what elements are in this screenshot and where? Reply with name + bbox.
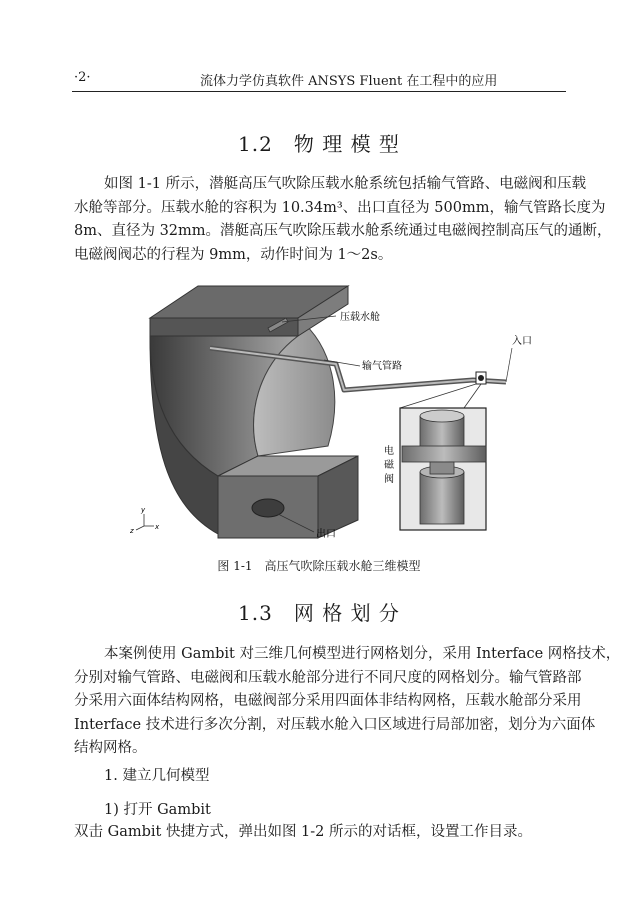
paragraph-line: 分别对输气管路、电磁阀和压载水舱部分进行不同尺度的网格划分。输气管路部 <box>74 669 582 686</box>
valve-upper-cap <box>420 410 464 422</box>
paragraph-line: 本案例使用 Gambit 对三维几何模型进行网格划分，采用 Interface 网格技术， <box>104 646 621 662</box>
leader-inlet <box>506 348 512 382</box>
step-heading: 1. 建立几何模型 <box>104 768 210 784</box>
header-rule <box>72 91 566 92</box>
section-1-3-paragraph <box>74 643 621 761</box>
label-valve-char-3: 阀 <box>384 474 394 485</box>
label-pipeline: 输气管路 <box>362 361 402 372</box>
zoom-line-right <box>464 384 481 408</box>
section-1-2-paragraph <box>74 173 612 267</box>
valve-marker-dot <box>478 375 484 381</box>
axis-z-label: z <box>130 527 134 535</box>
section-heading-1-3: 1.3 网 格 划 分 <box>238 601 400 625</box>
valve-core <box>430 462 454 474</box>
axis-y-label: y <box>141 506 146 514</box>
paragraph-line: Interface 技术进行多次分割，对压载水舱入口区域进行局部加密，划分为六面体 <box>74 716 596 733</box>
label-inlet: 入口 <box>512 336 532 347</box>
valve-lower-cylinder <box>420 472 464 524</box>
page-number: ·2· <box>74 70 91 85</box>
figure-caption: 图 1-1 高压气吹除压载水舱三维模型 <box>217 559 421 573</box>
paragraph-line: 电磁阀阀芯的行程为 9mm，动作时间为 1～2s。 <box>74 246 393 263</box>
substep-heading: 1) 打开 Gambit <box>104 802 211 818</box>
section-heading-1-2: 1.2 物 理 模 型 <box>238 132 400 156</box>
running-header-title: 流体力学仿真软件 ANSYS Fluent 在工程中的应用 <box>200 74 498 89</box>
label-outlet: 出口 <box>316 529 336 540</box>
paragraph-line: 结构网格。 <box>74 740 147 756</box>
axis-x-label: x <box>155 523 160 531</box>
paragraph-line: 分采用六面体结构网格，电磁阀部分采用四面体非结构网格，压载水舱部分采用 <box>74 693 582 709</box>
paragraph-line: 水舱等部分。压载水舱的容积为 10.34m³、出口直径为 500mm，输气管路长度为 <box>74 199 606 216</box>
valve-pipe-through <box>402 446 486 462</box>
label-ballast-tank: 压载水舱 <box>340 312 380 323</box>
paragraph-line: 如图 1-1 所示，潜艇高压气吹除压载水舱系统包括输气管路、电磁阀和压载 <box>104 176 587 192</box>
substep-text: 双击 Gambit 快捷方式，弹出如图 1-2 所示的对话框，设置工作目录。 <box>74 824 533 840</box>
zoom-line-left <box>400 384 476 408</box>
label-valve-char-2: 磁 <box>384 460 394 471</box>
paragraph-line: 8m、直径为 32mm。潜艇高压气吹除压载水舱系统通过电磁阀控制高压气的通断， <box>74 223 612 239</box>
axis-z-line <box>136 526 144 530</box>
label-valve-char-1: 电 <box>384 446 394 457</box>
figure-ballast-tank-model <box>128 276 540 550</box>
